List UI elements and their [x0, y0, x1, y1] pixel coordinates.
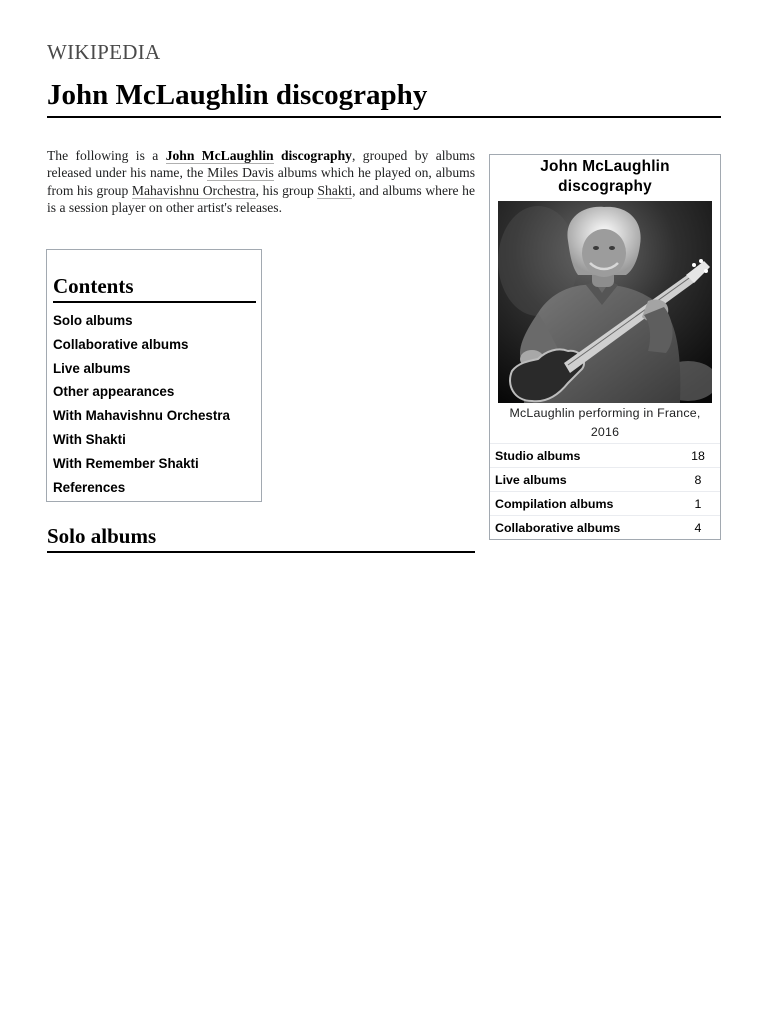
toc-item-remember-shakti[interactable]: With Remember Shakti [53, 455, 199, 471]
toc-item-solo-albums[interactable]: Solo albums [53, 313, 133, 328]
infobox-row-value: 8 [694, 472, 702, 487]
infobox-row-label: Live albums [495, 472, 567, 487]
table-of-contents [46, 249, 262, 502]
toc-item-collaborative-albums[interactable]: Collaborative albums [53, 336, 189, 352]
infobox-row-live-albums [490, 468, 720, 492]
link-john-mclaughlin[interactable]: John McLaughlin [165, 148, 274, 163]
page-title: John McLaughlin discography [47, 78, 721, 118]
guitarist-photo[interactable] [498, 201, 712, 403]
toc-title: Contents [53, 272, 256, 303]
lead-paragraph [47, 147, 475, 217]
infobox-row-value: 18 [691, 448, 705, 463]
section-heading-solo-albums: Solo albums [47, 523, 475, 553]
toc-item-other-appearances[interactable]: Other appearances [53, 384, 175, 400]
toc-item-live-albums[interactable]: Live albums [53, 360, 131, 376]
wikipedia-wordmark[interactable]: WIKIPEDIA [47, 40, 161, 64]
infobox-row-collaborative-albums [490, 516, 720, 539]
lead-text: , and albums where he is a session player on other artist's releases. [47, 182, 476, 216]
infobox-stats [490, 443, 720, 539]
toc-item-mahavishnu-orchestra[interactable]: With Mahavishnu Orchestra [53, 408, 230, 424]
infobox-row-label: Studio albums [495, 448, 581, 463]
infobox-row-studio-albums [490, 444, 720, 468]
infobox-title: John McLaughlin discography [540, 158, 670, 195]
infobox-row-compilation-albums [490, 492, 720, 516]
lead-text: , grouped by albums released under his name, the [47, 148, 475, 181]
infobox [489, 154, 721, 540]
link-miles-davis[interactable]: Miles Davis [207, 165, 274, 181]
infobox-row-value: 1 [694, 496, 702, 511]
lead-text [274, 148, 281, 163]
toc-list [53, 309, 256, 499]
link-shakti[interactable]: Shakti [317, 182, 353, 198]
link-mahavishnu-orchestra[interactable]: Mahavishnu Orchestra [131, 182, 256, 198]
infobox-row-label: Collaborative albums [495, 520, 621, 535]
toc-item-references[interactable]: References [53, 479, 126, 495]
lead-text: The following is a [47, 148, 166, 163]
lead-bold-discography: discography [280, 148, 352, 163]
infobox-row-label: Compilation albums [495, 496, 614, 511]
lead-text: , his group [255, 182, 318, 198]
toc-item-shakti[interactable]: With Shakti [53, 431, 126, 447]
infobox-row-value: 4 [694, 520, 702, 535]
lead-text: albums which he played on, albums from his group [47, 165, 475, 198]
infobox-caption: McLaughlin performing in France, 2016 [509, 406, 701, 439]
